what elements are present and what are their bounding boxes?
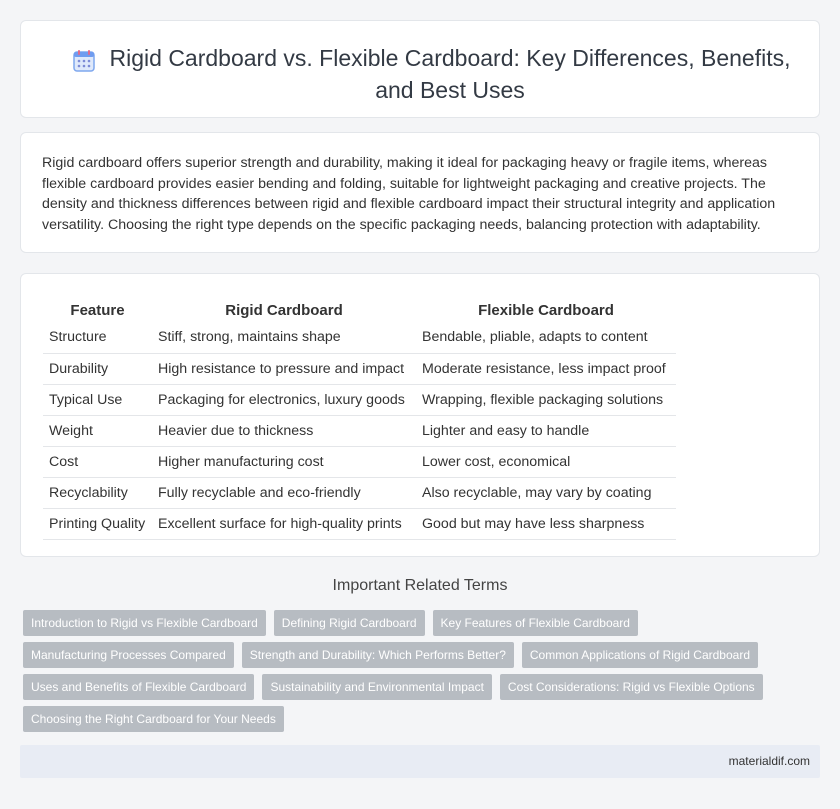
summary-paragraph: Rigid cardboard offers superior strength and durability, making it ideal for packaging heavy or fragile items, whereas flexible cardboard provides easier bending and folding, suitable for lightweight packaging and creative projects. The density and thickness differences between rigid and flexible cardboard impact their structural integrity and application versatility. Choosing the right type depends on the specific packaging needs, balancing protection with adaptability. xyxy=(42,155,776,233)
table-cell: Durability xyxy=(43,353,152,384)
table-row xyxy=(43,353,676,384)
calendar-grid-icon xyxy=(71,48,97,74)
related-term-tag[interactable]: Strength and Durability: Which Performs Better? xyxy=(242,642,514,668)
table-header-row xyxy=(43,294,676,322)
table-row xyxy=(43,477,676,508)
related-terms-tags xyxy=(23,610,803,732)
related-term-tag[interactable]: Uses and Benefits of Flexible Cardboard xyxy=(23,674,254,700)
title-card xyxy=(20,20,820,118)
table-cell: Stiff, strong, maintains shape xyxy=(152,322,416,353)
column-header-flexible: Flexible Cardboard xyxy=(478,301,614,319)
comparison-table-card xyxy=(20,273,820,557)
table-cell: Typical Use xyxy=(43,384,152,415)
table-cell: Packaging for electronics, luxury goods xyxy=(152,384,416,415)
table-row xyxy=(43,415,676,446)
related-term-tag[interactable]: Cost Considerations: Rigid vs Flexible Options xyxy=(500,674,763,700)
table-row xyxy=(43,322,676,353)
related-term-tag[interactable]: Choosing the Right Cardboard for Your Needs xyxy=(23,706,284,732)
table-cell: Lower cost, economical xyxy=(416,446,676,477)
related-term-tag[interactable]: Sustainability and Environmental Impact xyxy=(262,674,491,700)
related-term-tag[interactable]: Manufacturing Processes Compared xyxy=(23,642,234,668)
footer-site-link[interactable]: materialdif.com xyxy=(728,754,810,768)
column-header-rigid: Rigid Cardboard xyxy=(225,301,343,319)
table-cell: Good but may have less sharpness xyxy=(416,508,676,539)
related-term-tag[interactable]: Defining Rigid Cardboard xyxy=(274,610,425,636)
page-title: Rigid Cardboard vs. Flexible Cardboard: Key Differences, Benefits, and Best Uses xyxy=(109,45,791,103)
table-cell: Wrapping, flexible packaging solutions xyxy=(416,384,676,415)
table-cell: Recyclability xyxy=(43,477,152,508)
table-cell: Fully recyclable and eco-friendly xyxy=(152,477,416,508)
table-cell: Excellent surface for high-quality prints xyxy=(152,508,416,539)
related-term-tag[interactable]: Common Applications of Rigid Cardboard xyxy=(522,642,758,668)
table-cell: Lighter and easy to handle xyxy=(416,415,676,446)
table-cell: Structure xyxy=(43,322,152,353)
table-row xyxy=(43,446,676,477)
summary-card xyxy=(20,132,820,253)
comparison-table xyxy=(43,294,676,540)
table-cell: Also recyclable, may vary by coating xyxy=(416,477,676,508)
footer-bar xyxy=(20,745,820,778)
table-cell: Heavier due to thickness xyxy=(152,415,416,446)
related-terms-heading: Important Related Terms xyxy=(332,577,508,594)
related-term-tag[interactable]: Introduction to Rigid vs Flexible Cardboard xyxy=(23,610,266,636)
table-cell: Weight xyxy=(43,415,152,446)
table-cell: Printing Quality xyxy=(43,508,152,539)
table-row xyxy=(43,384,676,415)
table-cell: Moderate resistance, less impact proof xyxy=(416,353,676,384)
table-cell: Higher manufacturing cost xyxy=(152,446,416,477)
table-row xyxy=(43,508,676,539)
column-header-feature: Feature xyxy=(70,301,125,319)
table-cell: Bendable, pliable, adapts to content xyxy=(416,322,676,353)
related-term-tag[interactable]: Key Features of Flexible Cardboard xyxy=(433,610,638,636)
table-cell: Cost xyxy=(43,446,152,477)
table-cell: High resistance to pressure and impact xyxy=(152,353,416,384)
